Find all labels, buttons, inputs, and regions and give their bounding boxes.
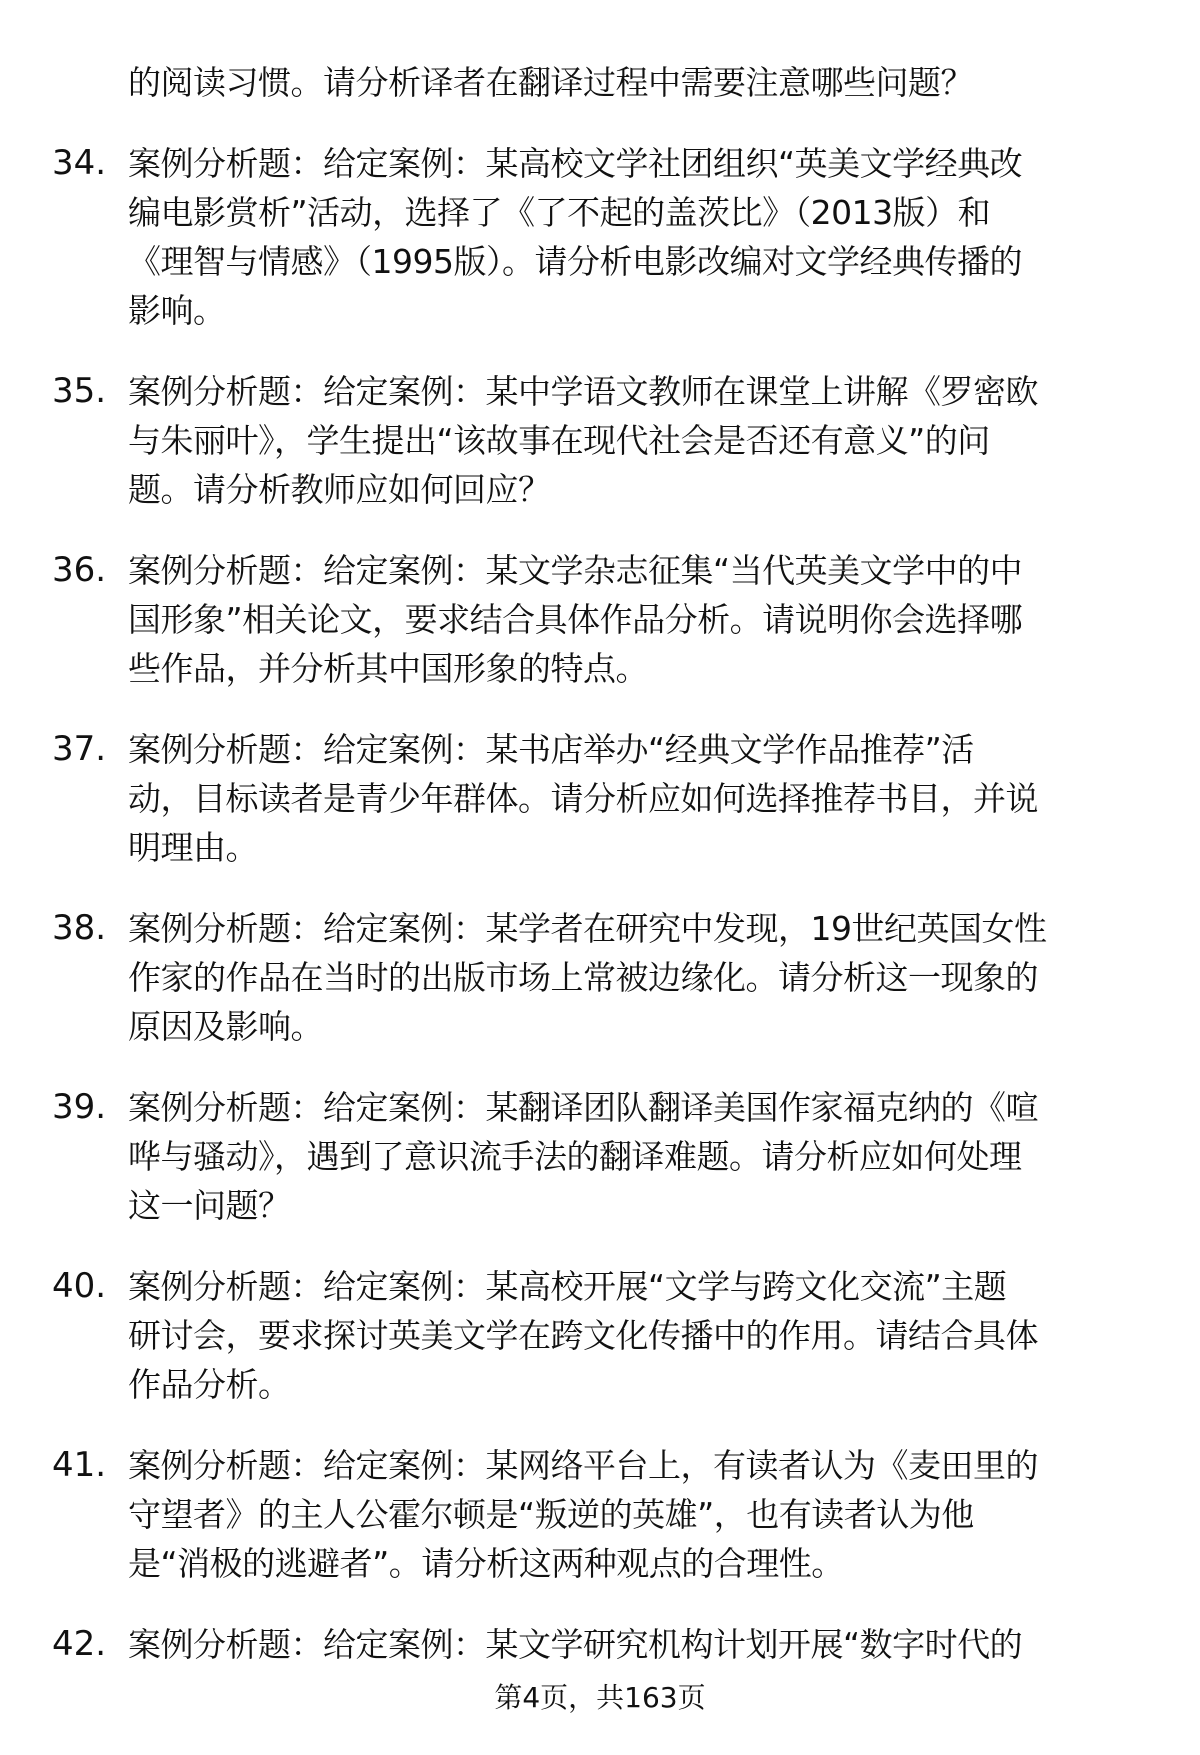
question-text-line: 明理由。 [128, 828, 258, 867]
question-number: 40. [52, 1266, 107, 1306]
question-text-line: 与朱丽叶》，学生提出“该故事在现代社会是否还有意义”的问 [128, 421, 990, 460]
document-body [0, 58, 1200, 1701]
question-continuation [0, 58, 1200, 107]
question-item [0, 904, 1200, 1051]
question-text-line: 作家的作品在当时的出版市场上常被边缘化。请分析这一现象的 [128, 958, 1038, 997]
question-item [0, 367, 1200, 514]
question-item [0, 725, 1200, 872]
question-text-line: 案例分析题：给定案例：某文学研究机构计划开展“数字时代的 [128, 1625, 1023, 1664]
page-number-footer: 第4页，共163页 [494, 1681, 706, 1714]
question-text-line: 案例分析题：给定案例：某书店举办“经典文学作品推荐”活 [128, 730, 974, 769]
question-text-line: 作品分析。 [128, 1365, 291, 1404]
question-text-line: 研讨会，要求探讨英美文学在跨文化传播中的作用。请结合具体 [128, 1316, 1038, 1355]
question-number: 37. [52, 729, 107, 769]
question-text-line: 编电影赏析”活动，选择了《了不起的盖茨比》（2013版）和 [128, 193, 991, 232]
question-text-line: 案例分析题：给定案例：某学者在研究中发现，19世纪英国女性 [128, 909, 1047, 948]
question-text-line: 些作品，并分析其中国形象的特点。 [128, 649, 648, 688]
question-number: 42. [52, 1624, 107, 1664]
question-text-line: 影响。 [128, 291, 226, 330]
question-item [0, 1441, 1200, 1588]
question-number: 41. [52, 1445, 107, 1485]
question-item [0, 1083, 1200, 1230]
question-text-line: 案例分析题：给定案例：某高校开展“文学与跨文化交流”主题 [128, 1267, 1007, 1306]
question-text-line: 案例分析题：给定案例：某高校文学社团组织“英美文学经典改 [128, 144, 1023, 183]
question-text-line: 是“消极的逃避者”。请分析这两种观点的合理性。 [128, 1544, 844, 1583]
question-text-line: 案例分析题：给定案例：某文学杂志征集“当代英美文学中的中 [128, 551, 1023, 590]
question-text-line: 这一问题？ [128, 1186, 291, 1225]
question-number: 36. [52, 550, 107, 590]
question-text-line: 案例分析题：给定案例：某中学语文教师在课堂上讲解《罗密欧 [128, 372, 1038, 411]
question-text-line: 案例分析题：给定案例：某翻译团队翻译美国作家福克纳的《喧 [128, 1088, 1038, 1127]
question-number: 38. [52, 908, 107, 948]
question-item [0, 546, 1200, 693]
question-text-line: 哗与骚动》，遇到了意识流手法的翻译难题。请分析应如何处理 [128, 1137, 1022, 1176]
question-item [0, 1262, 1200, 1409]
question-text-line: 守望者》的主人公霍尔顿是“叛逆的英雄”，也有读者认为他 [128, 1495, 974, 1534]
question-text-line: 动，目标读者是青少年群体。请分析应如何选择推荐书目，并说 [128, 779, 1038, 818]
question-text-line: 国形象”相关论文，要求结合具体作品分析。请说明你会选择哪 [128, 600, 1023, 639]
question-item [0, 1620, 1200, 1669]
question-text-line: 题。请分析教师应如何回应？ [128, 470, 551, 509]
question-text-line: 《理智与情感》（1995版）。请分析电影改编对文学经典传播的 [128, 242, 1022, 281]
question-number: 39. [52, 1087, 107, 1127]
question-text-line: 的阅读习惯。请分析译者在翻译过程中需要注意哪些问题？ [128, 63, 973, 102]
question-item [0, 139, 1200, 335]
question-number: 34. [52, 143, 107, 183]
question-number: 35. [52, 371, 107, 411]
question-text-line: 案例分析题：给定案例：某网络平台上，有读者认为《麦田里的 [128, 1446, 1038, 1485]
question-text-line: 原因及影响。 [128, 1007, 323, 1046]
